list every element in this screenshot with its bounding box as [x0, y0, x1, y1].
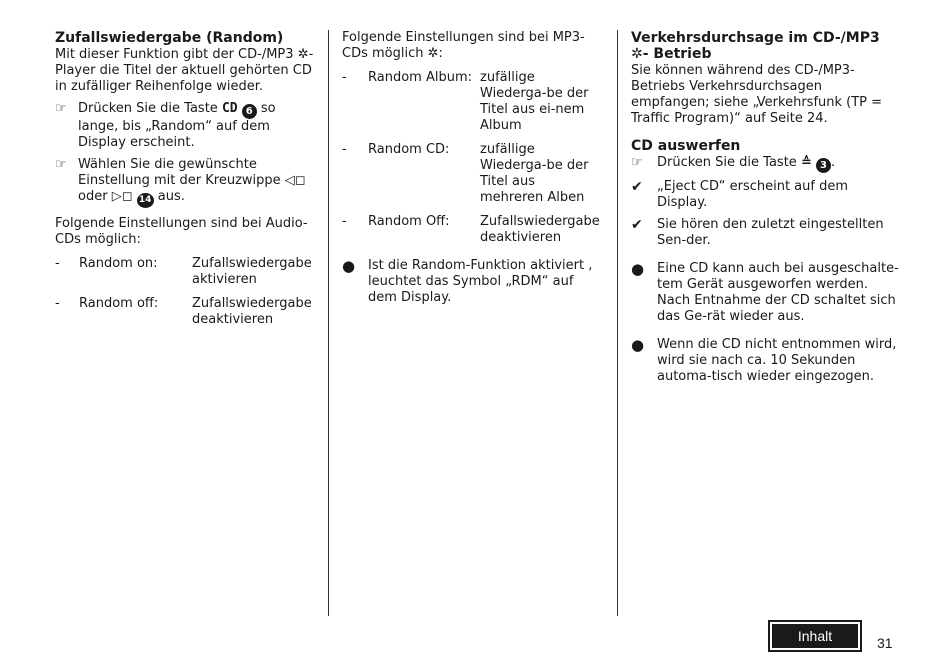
number-badge: 14: [137, 193, 154, 208]
bullet-text: Eine CD kann auch bei ausgeschalte-tem Gerät ausgeworfen werden. Nach Entnahme der CD schaltet sich das Ge-rät wieder aus.: [657, 261, 899, 324]
step-text: Drücken Sie die Taste: [78, 101, 218, 116]
checkmark-icon: ✔: [631, 179, 643, 195]
setting-term: Random Off:: [368, 214, 450, 229]
setting-row: [342, 214, 602, 246]
bullet-item: [631, 261, 899, 325]
bullet-icon: ●: [342, 257, 356, 275]
setting-description: Zufallswiedergabe deaktivieren: [480, 214, 600, 245]
setting-description: zufällige Wiederga-be der Titel aus mehreren Alben: [480, 142, 589, 205]
section-title-eject: CD auswerfen: [631, 138, 741, 154]
page-number: 31: [877, 635, 893, 651]
cd-key-label: CD: [221, 101, 238, 116]
section-title-traffic: Verkehrsdurchsage im CD-/MP3 ✲- Betrieb: [631, 30, 880, 62]
setting-row: [342, 142, 602, 206]
step-text: Drücken Sie die Taste: [657, 155, 797, 170]
hand-pointer-icon: ☞: [55, 157, 67, 172]
setting-term: Random on:: [79, 256, 158, 271]
instruction-step: [55, 101, 315, 151]
mp3-icon: ✲: [631, 46, 643, 62]
setting-term: Random Album:: [368, 70, 472, 85]
bullet-text: Wenn die CD nicht entnommen wird, wird sie nach ca. 10 Sekunden automa-tisch wieder eingezogen.: [657, 337, 897, 384]
mp3-icon: ✲: [297, 47, 309, 62]
column-divider: [328, 30, 329, 616]
step-text: aus.: [157, 189, 185, 204]
dash-marker: -: [55, 256, 60, 271]
bullet-item: [631, 337, 899, 385]
traffic-title-a: Verkehrsdurchsage im CD-/MP3: [631, 30, 880, 46]
setting-term: Random CD:: [368, 142, 450, 157]
setting-description: zufällige Wiederga-be der Titel aus ei-nem Album: [480, 70, 589, 133]
column-random: [55, 30, 315, 328]
result-item: [631, 217, 899, 249]
mp3-intro: Folgende Einstellungen sind bei MP3-CDs möglich ✲:: [342, 30, 585, 61]
intro-text-a: Mit dieser Funktion gibt der CD-/MP3: [55, 47, 294, 62]
inhalt-button[interactable]: Inhalt: [768, 620, 862, 652]
number-badge: 3: [816, 158, 831, 173]
instruction-step: ☞ Drücken Sie die Taste ≙ 3 .: [631, 155, 836, 171]
number-badge: 6: [242, 104, 257, 119]
audio-intro: Folgende Einstellungen sind bei Audio-CDs möglich:: [55, 216, 308, 247]
result-item: [631, 179, 899, 211]
mp3-intro-text: Folgende Einstellungen sind bei MP3-CDs möglich: [342, 30, 585, 61]
bullet-text: Ist die Random-Funktion aktiviert , leuchtet das Symbol „RDM“ auf dem Display.: [368, 258, 593, 305]
column-divider: [617, 30, 618, 616]
result-text: „Eject CD“ erscheint auf dem Display.: [657, 179, 849, 210]
step-text: oder: [78, 189, 108, 204]
hand-pointer-icon: ☞: [631, 155, 643, 170]
bullet-icon: ●: [631, 260, 645, 278]
bullet-icon: ●: [631, 336, 645, 354]
dash-marker: -: [342, 142, 347, 157]
dash-marker: -: [55, 296, 60, 311]
result-text: Sie hören den zuletzt eingestellten Sen-der.: [657, 217, 884, 248]
bullet-item: [342, 258, 602, 306]
mp3-icon: ✲: [427, 46, 439, 61]
section-title-random: Zufallswiedergabe (Random): [55, 30, 284, 46]
step-text: Wählen Sie die gewünschte Einstellung mit der Kreuzwippe: [78, 157, 281, 188]
traffic-paragraph: Sie können während des CD-/MP3-Betriebs Verkehrsdurchsagen empfangen; siehe „Verkehrsfunk (TP = Traffic Program)“ auf Seite 24.: [631, 63, 883, 126]
checkmark-icon: ✔: [631, 217, 643, 233]
instruction-step: [55, 157, 315, 208]
step-text: so lange, bis „Random“ auf dem Display erscheint.: [78, 101, 276, 150]
intro-paragraph: Mit dieser Funktion gibt der CD-/MP3 ✲- Player die Titel der aktuell gehörten CD in zufälliger Reihenfolge wieder.: [55, 47, 314, 94]
hand-pointer-icon: ☞: [55, 101, 67, 116]
dash-marker: -: [342, 70, 347, 85]
setting-term: Random off:: [79, 296, 159, 311]
column-traffic-eject: [631, 30, 899, 385]
setting-description: Zufallswiedergabe deaktivieren: [192, 296, 312, 327]
setting-row: [55, 296, 315, 328]
setting-row: [342, 70, 602, 134]
intro-text-b: Player die Titel der aktuell gehörten CD in zufälliger Reihenfolge wieder.: [55, 63, 312, 94]
dash-marker: -: [342, 214, 347, 229]
setting-row: [55, 256, 315, 288]
eject-icon: ≙: [800, 155, 812, 170]
traffic-title-b: Betrieb: [653, 46, 712, 62]
setting-description: Zufallswiedergabe aktivieren: [192, 256, 312, 287]
rocker-right-icon: ▷◻: [111, 189, 133, 204]
column-mp3-settings: [342, 30, 602, 306]
rocker-left-icon: ◁◻: [284, 173, 306, 188]
